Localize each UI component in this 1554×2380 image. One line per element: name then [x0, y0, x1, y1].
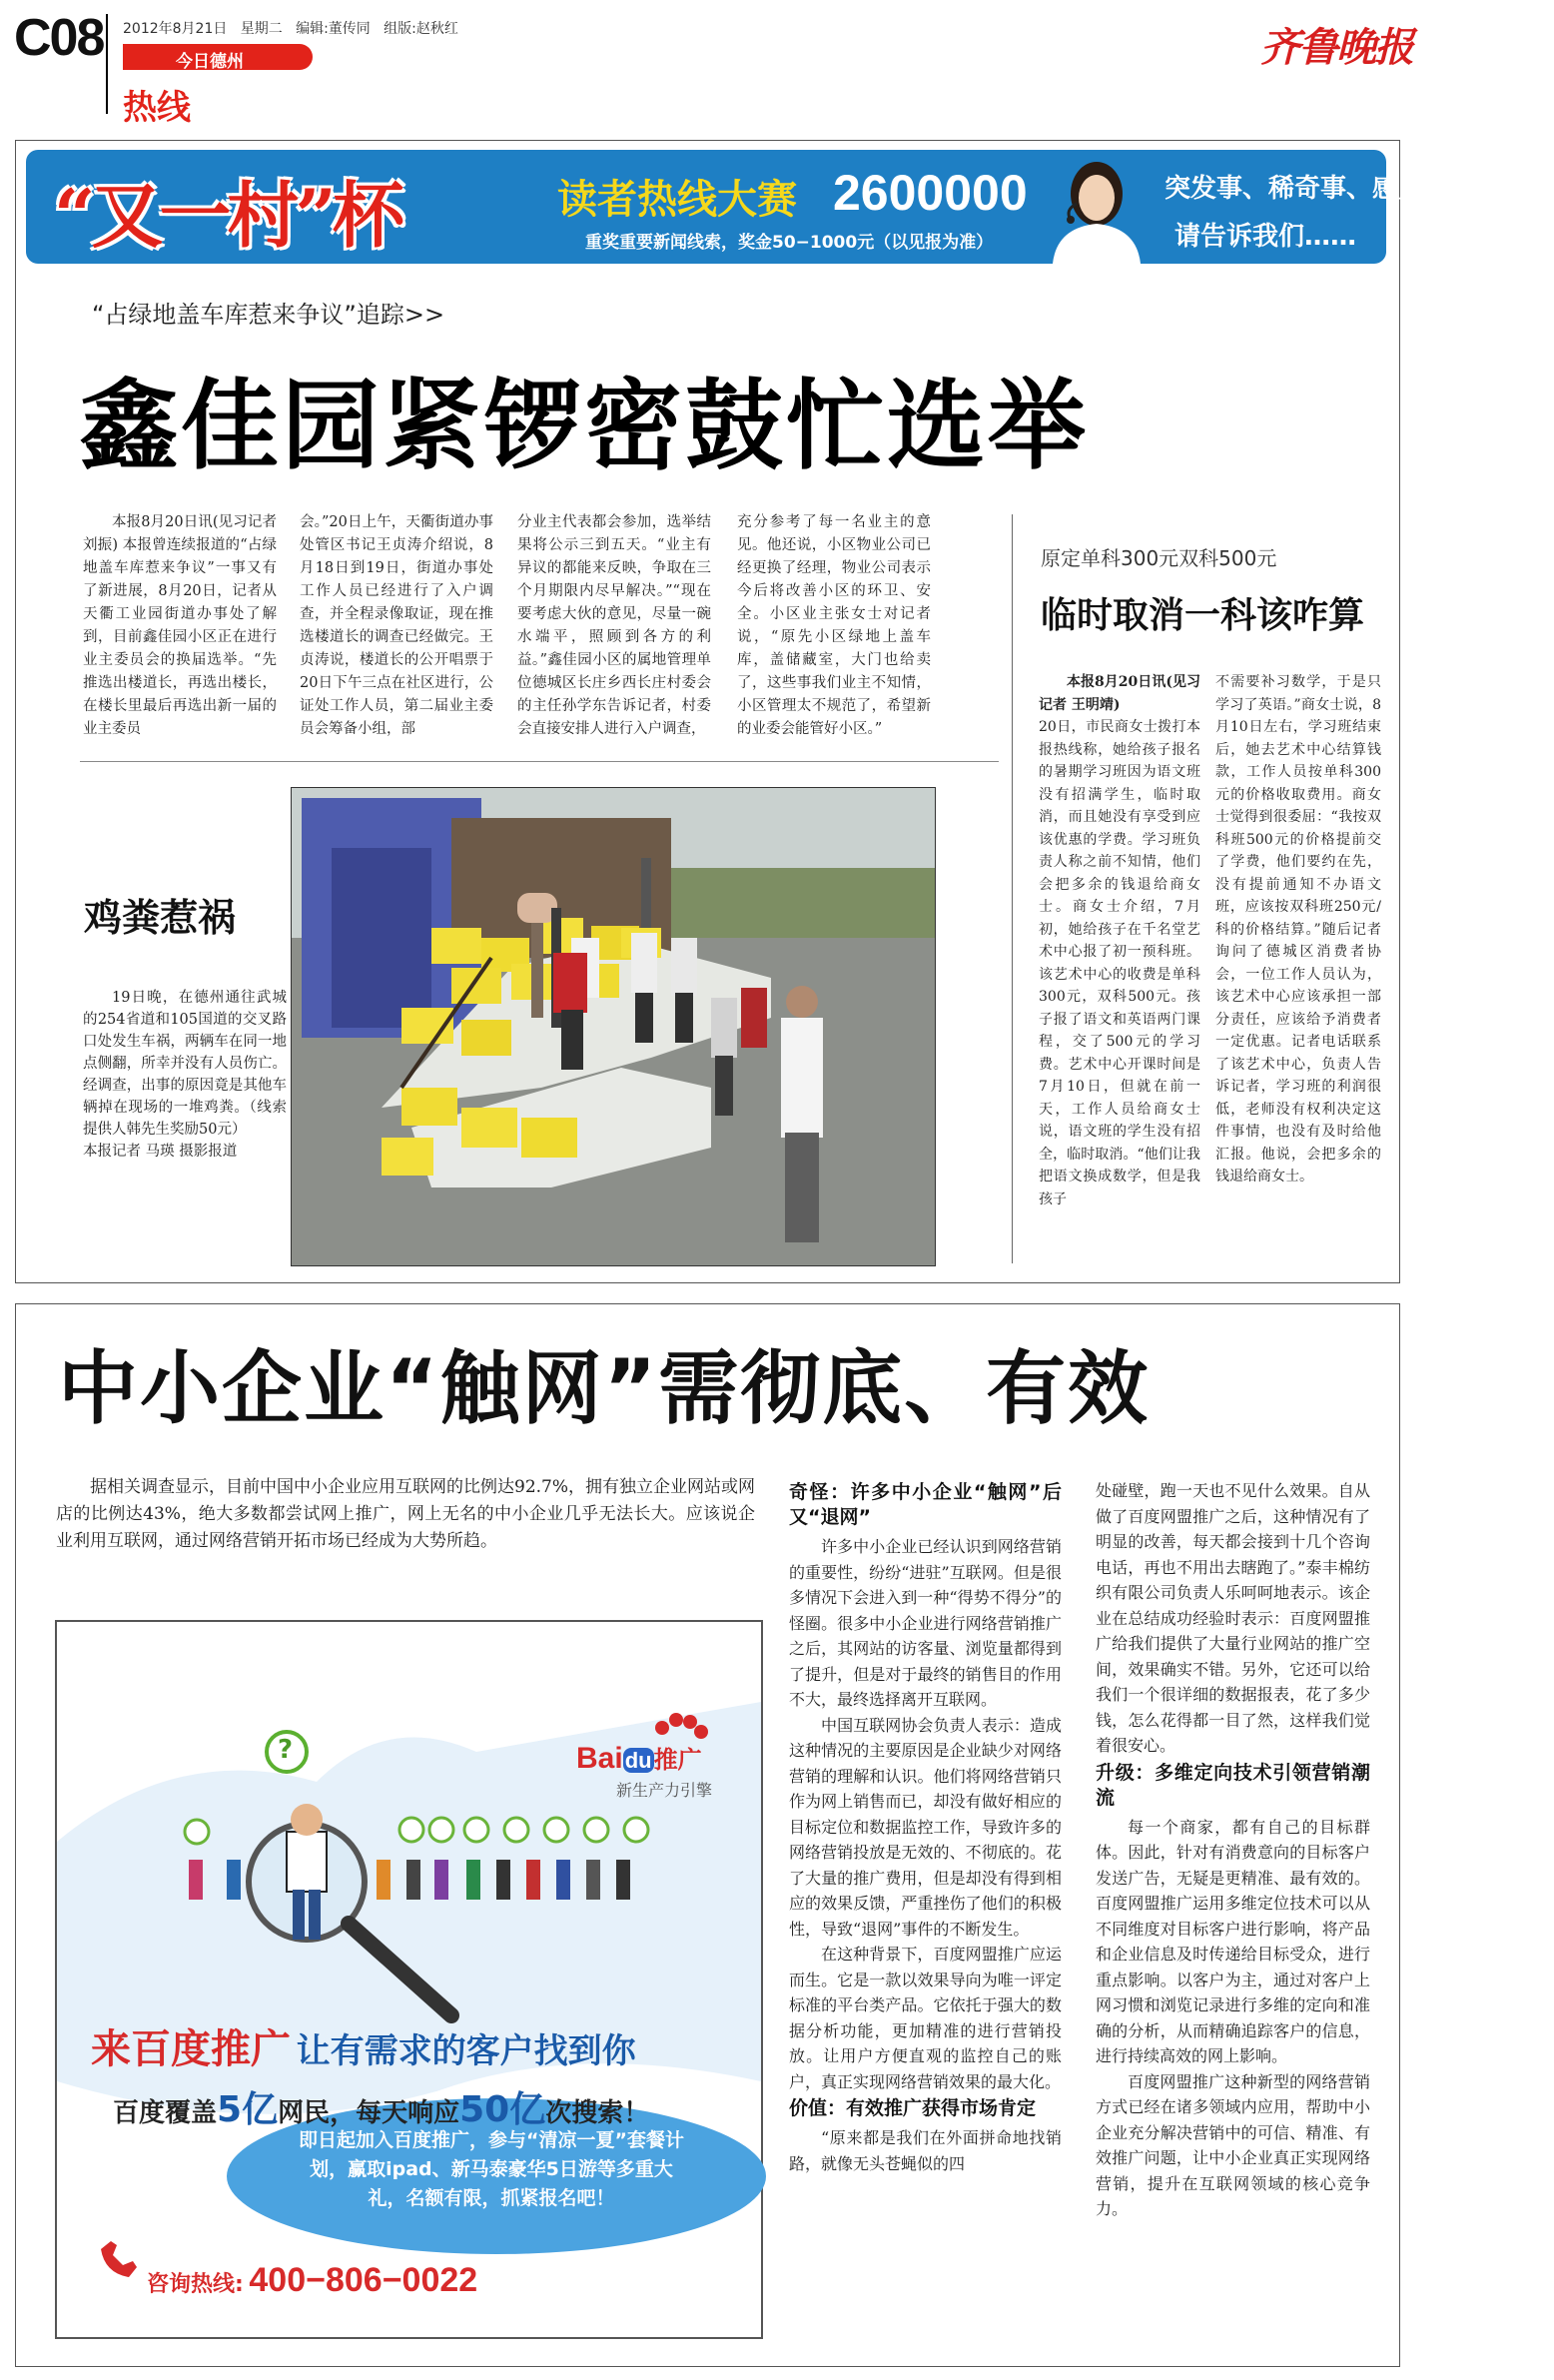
- story1-col1-text: 本报8月20日讯(见习记者 刘振) 本报曾连续报道的“占绿地盖车库惹来争议”一事又有了新进展，8月20日，记者从天衢工业园街道办事处了解到，目前鑫佳园小区正在进行业主委员会的换届选举。“先推选出楼道长，再选出楼长，在楼长里最后再选出新一届的业主委员: [83, 514, 277, 737]
- story3-col1-p2: 中国互联网协会负责人表示：造成这种情况的主要原因是企业缺少对网络营销的理解和认识。他们将网络营销只作为网上销售而已，却没有做好相应的目标定位和数据监控工作，导致许多的网络营销投放是无效的、不彻底的。花了大量的推广费用，但是却没有得到相应的效果反馈，严重挫伤了他们的积极性，导致“退网”事件的不断发生。: [789, 1715, 1062, 1939]
- story3-headline: 中小企业“触网”需彻底、有效: [58, 1342, 1151, 1435]
- photo-story-title: 鸡粪惹祸: [84, 896, 237, 940]
- story2-col2-text: 不需要补习数学，于是只学习了英语。”商女士说，8月10日左右，学习班结束后，她去艺术中心结算钱款，工作人员按单科300元的价格收取费用。商女士觉得到很委屈：“我按双科班500元的价格提前交了学费，他们要约在先，没有提前通知不办语文班，应该按双科班250元/科的价格结算。”随后记者询问了德城区消费者协会，一位工作人员认为，该艺术中心应该承担一部分责任，应该给予消费者一定优惠。记者电话联系了该艺术中心，负责人告诉记者，学习班的利润很低，老师没有权利决定这件事情，也没有及时给他汇报。他说，会把多余的钱退给商女士。: [1215, 674, 1381, 1185]
- story2-column-2: [1215, 671, 1381, 1266]
- photo-caption: [83, 987, 287, 1241]
- section-title: 热线: [123, 88, 191, 128]
- story1-column-3: [517, 511, 711, 746]
- story3-intro-text: 据相关调查显示，目前中国中小企业应用互联网的比例达92.7%，拥有独立企业网站或网店的比例达43%，绝大多数都尝试网上推广，网上无名的中小企业几乎无法长大。应该说企业利用互联网，通过网络营销开拓市场已经成为大势所趋。: [56, 1477, 756, 1551]
- story1-column-1: [83, 511, 277, 746]
- header-divider: [106, 14, 108, 114]
- story1-kicker: “占绿地盖车库惹来争议”追踪>>: [92, 301, 445, 329]
- ad-sub-line: [113, 2081, 649, 2132]
- ad-main-blue: 让有需求的客户找到你: [296, 2031, 636, 2071]
- story2-column-1: [1039, 671, 1200, 1266]
- contest-banner: [26, 150, 1554, 264]
- story1-headline: 鑫佳园紧锣密鼓忙选举: [80, 370, 1090, 483]
- story1-column-2: [300, 511, 493, 746]
- story3-intro: [56, 1474, 755, 1594]
- story3-col1-p1: 许多中小企业已经认识到网络营销的重要性，纷纷“进驻”互联网。但是很多情况下会进入到一种“得势不得分”的怪圈。很多中小企业进行网络营销推广之后，其网站的访客量、浏览量都得到了提升，但是对于最终的销售目的作用不大，最终选择离开互联网。: [789, 1537, 1062, 1709]
- ad-main-line: [91, 2017, 636, 2074]
- baidu-ad: [55, 1620, 763, 2339]
- page-number: C08: [14, 9, 104, 67]
- section-tab-label: 今日德州: [176, 52, 244, 72]
- story1-col3-text: 分业主代表都会参加，选举结果将公示三到五天。“业主有异议的都能来反映，争取在三个月期限内尽早解决。”“现在要考虑大伙的意见，尽量一碗水端平，照顾到各方的利益。”鑫佳园小区的属地管理单位德城区长庄乡西长庄村委会的主任孙学东告诉记者，村委会直接安排人进行入户调查，: [517, 514, 711, 737]
- ad-sub-a: 百度覆盖: [113, 2098, 218, 2128]
- header-date: 2012年8月21日: [123, 21, 228, 37]
- banner-phone: 2600000: [833, 165, 1028, 221]
- story2-headline: 临时取消一科该咋算: [1041, 595, 1365, 636]
- banner-cup-name: “又一村”杯: [54, 173, 400, 258]
- ad-sub-num2: 50亿: [459, 2089, 546, 2130]
- banner-slogan-1: 突发事、稀奇事、感人事、新鲜事: [1165, 174, 1554, 204]
- header-layout: 组版:赵秋红: [384, 21, 458, 37]
- header-weekday: 星期二: [240, 21, 283, 37]
- story3-column-1: [789, 1478, 1062, 2339]
- story3-col2-p3: 百度网盟推广这种新型的网络营销方式已经在诸多领域内应用，帮助中小企业充分解决营销中的可信、精准、有效推广问题，让中小企业真正实现网络营销，提升在互联网领域的核心竞争力。: [1096, 2071, 1370, 2218]
- baidu-logo-du: du: [624, 1748, 652, 1773]
- story1-col4-text: 充分参考了每一名业主的意见。他还说，小区物业公司已经更换了经理，物业公司表示今后将改善小区的环卫、安全。小区业主张女士对记者说，“原先小区绿地上盖车库，盖储藏室，大门也给卖了，这些事我们业主不知情，小区管理太不规范了，希望新的业委会能管好小区。”: [737, 514, 931, 737]
- photo-credit: 本报记者 马瑛 摄影报道: [83, 1144, 238, 1160]
- accident-photo: [291, 787, 936, 1266]
- story3-col2-p1: 处碰壁，跑一天也不见什么效果。自从做了百度网盟推广之后，这种情况有了明显的改善，每天都会接到十几个咨询电话，再也不用出去瞎跑了。”泰丰棉纺织有限公司负责人乐呵呵地表示。该企业在总结成功经验时表示：百度网盟推广给我们提供了大量行业网站的推广空间，效果确实不错。另外，它还可以给我们一个很详细的数据报表，花了多少钱，怎么花得都一目了然，这样我们觉着很安心。: [1096, 1481, 1370, 1755]
- story3-col2-p2: 每一个商家，都有自己的目标群体。因此，针对有消费意向的目标客户发送广告，无疑是更精准、最有效的。百度网盟推广运用多维定位技术可以从不同维度对目标客户进行影响，将产品和企业信息及时传递给目标受众，进行重点影响。以客户为主，通过对客户上网习惯和浏览记录进行多维的定向和准确的分析，从而精确追踪客户的信息，进行持续高效的网上影响。: [1096, 1817, 1370, 2065]
- photo-caption-text: 19日晚，在德州通往武城的254省道和105国道的交叉路口处发生车祸，两辆车在同一地点侧翻，所幸并没有人员伤亡。经调查，出事的原因竟是其他车辆掉在现场的一堆鸡粪。（线索提供人韩先生奖励50元）: [83, 990, 287, 1138]
- ad-promo: 即日起加入百度推广，参与“清凉一夏”套餐计划，赢取ipad、新马泰豪华5日游等多重大礼，名额有限，抓紧报名吧！: [299, 2129, 684, 2209]
- ad-hotline-line: [147, 2261, 477, 2300]
- banner-prize: 重奖重要新闻线索，奖金50−1000元（以见报为准）: [585, 233, 994, 253]
- story1-column-4: [737, 511, 931, 746]
- story3-subhead-1: 奇怪：许多中小企业“触网”后又“退网”: [789, 1481, 1062, 1528]
- ad-main-red: 来百度推广: [91, 2026, 291, 2072]
- ad-sub-num1: 5亿: [217, 2089, 279, 2130]
- ad-hotline-label: 咨询热线:: [147, 2272, 244, 2297]
- story3-col1-p3: 在这种背景下，百度网盟推广应运而生。它是一款以效果导向为唯一评定标准的平台类产品。它依托于强大的数据分析功能，更加精准的进行营销投放。让用户方便直观的监控自己的账户，真正实现网络营销效果的最大化。: [789, 1945, 1062, 2091]
- story1-bottom-rule: [80, 761, 999, 762]
- story3-subhead-2: 价值：有效推广获得市场肯定: [789, 2097, 1037, 2119]
- header-date-line: [123, 18, 458, 38]
- story3-subhead-3: 升级：多维定向技术引领营销潮流: [1096, 1761, 1370, 1809]
- story1-col2-text: 会。”20日上午，天衢街道办事处管区书记王贞涛介绍说，8月18日到19日，街道办事处工作人员已经进行了入户调查，并全程录像取证，现在推选楼道长的调查已经做完。王贞涛说，楼道长的公开唱票于20日下午三点在社区进行，公证处工作人员，第二届业主委员会筹备小组，部: [300, 514, 493, 737]
- story2-byline: 本报8月20日讯(见习记者 王明靖): [1039, 674, 1200, 713]
- ad-sub-c: 次搜索！: [545, 2098, 650, 2128]
- ad-hotline-number: 400−806−0022: [249, 2261, 478, 2299]
- story-divider-vertical: [1012, 514, 1013, 1263]
- story3-col1-p4: “原来都是我们在外面拼命地找销路，就像无头苍蝇似的四: [789, 2128, 1062, 2173]
- baidu-logo-bai: Bai: [576, 1742, 623, 1775]
- ad-sub-b: 网民，每天响应: [278, 2098, 460, 2128]
- baidu-logo-tuiguang: 推广: [653, 1747, 702, 1774]
- banner-slogan-2: 请告诉我们……: [1174, 222, 1357, 252]
- banner-contest: 读者热线大赛: [557, 177, 797, 223]
- story2-kicker: 原定单科300元双科500元: [1041, 546, 1277, 570]
- header-editor: 编辑:董传同: [296, 21, 371, 37]
- masthead-logo: 齐鲁晚报: [1260, 24, 1412, 71]
- operator-photo: [1037, 150, 1157, 264]
- baidu-tagline: 新生产力引擎: [616, 1781, 713, 1800]
- question-mark-icon: ?: [278, 1735, 294, 1765]
- baidu-logo: [576, 1740, 702, 1776]
- story3-column-2: [1096, 1478, 1370, 2339]
- story2-col1-text: 20日，市民商女士拨打本报热线称，她给孩子报名的暑期学习班因为语文班没有招满学生，临时取消，而且她没有享受到应该优惠的学费。学习班负责人称之前不知情，他们会把多余的钱退给商女士。商女士介绍，7月初，她给孩子在千名堂艺术中心报了初一预科班。该艺术中心的收费是单科300元，双科500元。孩子报了语文和英语两门课程，交了500元的学习费。艺术中心开课时间是7月10日，但就在前一天，工作人员给商女士说，语文班的学生没有招全，临时取消。“他们让我把语文换成数学，但是我孩子: [1039, 719, 1200, 1207]
